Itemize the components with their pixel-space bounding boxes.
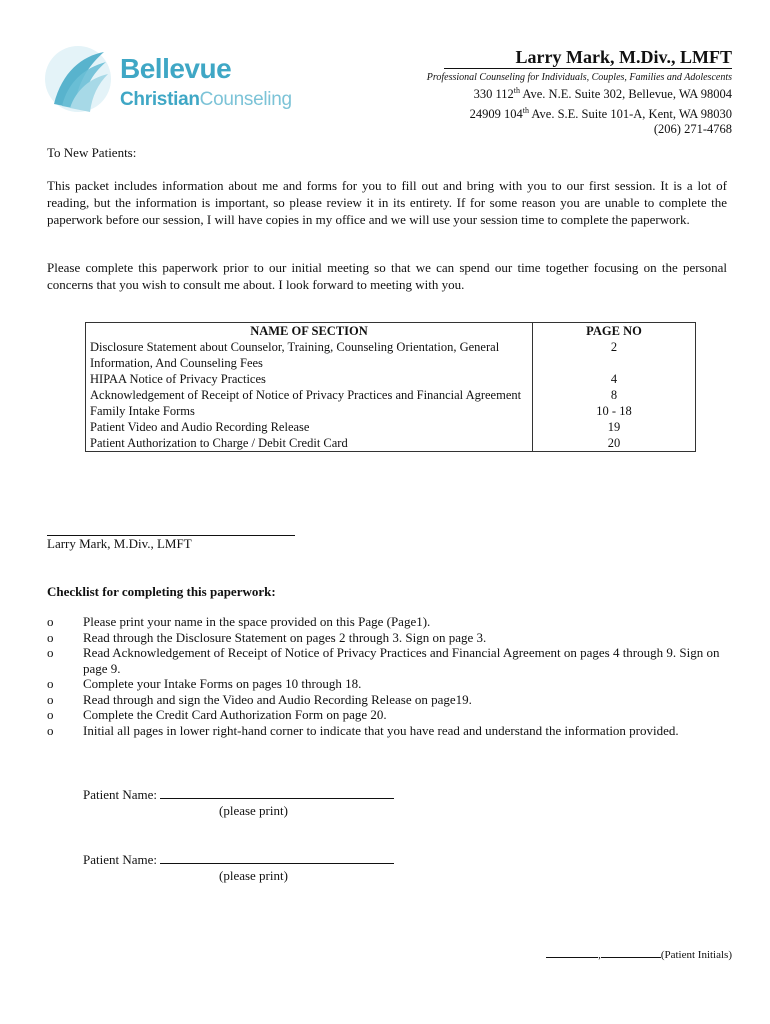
- phone-number: (206) 271-4768: [653, 122, 732, 137]
- page-number: 8: [533, 387, 696, 403]
- page-header: PAGE NO: [533, 323, 696, 340]
- patient-name-field-1: [83, 786, 394, 819]
- section-header: NAME OF SECTION: [86, 323, 533, 340]
- bullet: o: [47, 614, 54, 629]
- table-row: [86, 387, 696, 403]
- swan-wing-icon: [44, 42, 112, 116]
- brand-counseling: Counseling: [199, 89, 292, 110]
- brand-name: Bellevue: [120, 53, 232, 84]
- patient-name-label: Patient Name:: [83, 787, 158, 802]
- page-number: 19: [533, 419, 696, 435]
- section-name: Patient Video and Audio Recording Release: [86, 419, 533, 435]
- list-item: o Complete your Intake Forms on pages 10 through 18.: [47, 676, 362, 691]
- print-note: (please print): [219, 803, 288, 818]
- patient-name-field-2: [83, 851, 394, 884]
- sections-table: [85, 322, 696, 452]
- brand-christian: Christian: [120, 89, 200, 110]
- address-line-2: 24909 104th Ave. S.E. Suite 101-A, Kent, WA 98030: [469, 105, 732, 121]
- patient-name-label: Patient Name:: [83, 852, 158, 867]
- patient-name-input[interactable]: [160, 851, 394, 864]
- address-line-1: 330 112th Ave. N.E. Suite 302, Bellevue, WA 98004: [473, 86, 732, 102]
- page-number: 4: [533, 371, 696, 387]
- print-note: (please print): [219, 868, 288, 883]
- section-name: Patient Authorization to Charge / Debit Credit Card: [86, 435, 533, 452]
- table-row: [86, 371, 696, 387]
- checklist-title: Checklist for completing this paperwork:: [47, 584, 276, 599]
- bullet: o: [47, 691, 54, 707]
- request-paragraph: Please complete this paperwork prior to our initial meeting so that we can spend our time together focusing on the personal concerns that you wish to consult me about. I look forward to meeting with you.: [47, 260, 727, 292]
- patient-name-input[interactable]: [160, 786, 394, 799]
- table-row: [86, 435, 696, 452]
- salutation: To New Patients:: [47, 145, 137, 160]
- bullet: o: [47, 629, 54, 645]
- brand-subtitle: [120, 89, 292, 111]
- page-number: 20: [533, 435, 696, 452]
- signature-name: Larry Mark, M.Div., LMFT: [47, 536, 192, 551]
- table-row: [86, 403, 696, 419]
- page-number: 10 - 18: [533, 403, 696, 419]
- patient-initials: , (Patient Initials): [546, 949, 732, 961]
- section-name: Family Intake Forms: [86, 403, 533, 419]
- section-name: Acknowledgement of Receipt of Notice of Privacy Practices and Financial Agreement: [86, 387, 533, 403]
- bullet: o: [47, 707, 54, 722]
- tagline: Professional Counseling for Individuals, Couples, Families and Adolescents: [426, 72, 732, 83]
- counselor-name: Larry Mark, M.Div., LMFT: [444, 46, 732, 69]
- list-item: o Read Acknowledgement of Receipt of Notice of Privacy Practices and Financial Agreement on pages 4 through 9. Sign on page 9.: [47, 645, 720, 676]
- initials-label: (Patient Initials): [660, 949, 732, 961]
- list-item: o Read through and sign the Video and Audio Recording Release on page19.: [47, 691, 472, 707]
- intro-paragraph: This packet includes information about me and forms for you to fill out and bring with you to our first session. It is a lot of reading, but the information is important, so please review it in its entirety. If for some reason you are unable to complete the paperwork before our session, I will have copies in my office and we will use your session time to complete the paperwork.: [47, 178, 727, 227]
- list-item: o Initial all pages in lower right-hand corner to indicate that you have read and understand the information provided.: [47, 722, 679, 738]
- table-header-row: [86, 323, 696, 340]
- table-row: [86, 419, 696, 435]
- bullet: o: [47, 722, 54, 738]
- page-number: 2: [533, 339, 696, 371]
- bullet: o: [47, 676, 54, 691]
- checklist: [47, 614, 737, 738]
- table-row: [86, 339, 696, 371]
- bullet: o: [47, 645, 54, 660]
- initials-blank-1[interactable]: [546, 957, 598, 958]
- initials-blank-2[interactable]: [601, 957, 661, 958]
- list-item: o Complete the Credit Card Authorization Form on page 20.: [47, 707, 387, 722]
- section-name: HIPAA Notice of Privacy Practices: [86, 371, 533, 387]
- list-item: o Please print your name in the space provided on this Page (Page1).: [47, 614, 431, 629]
- list-item: o Read through the Disclosure Statement on pages 2 through 3. Sign on page 3.: [47, 629, 487, 645]
- section-name: Disclosure Statement about Counselor, Training, Counseling Orientation, General Information, And Counseling Fees: [86, 339, 533, 371]
- letterhead: [372, 46, 732, 138]
